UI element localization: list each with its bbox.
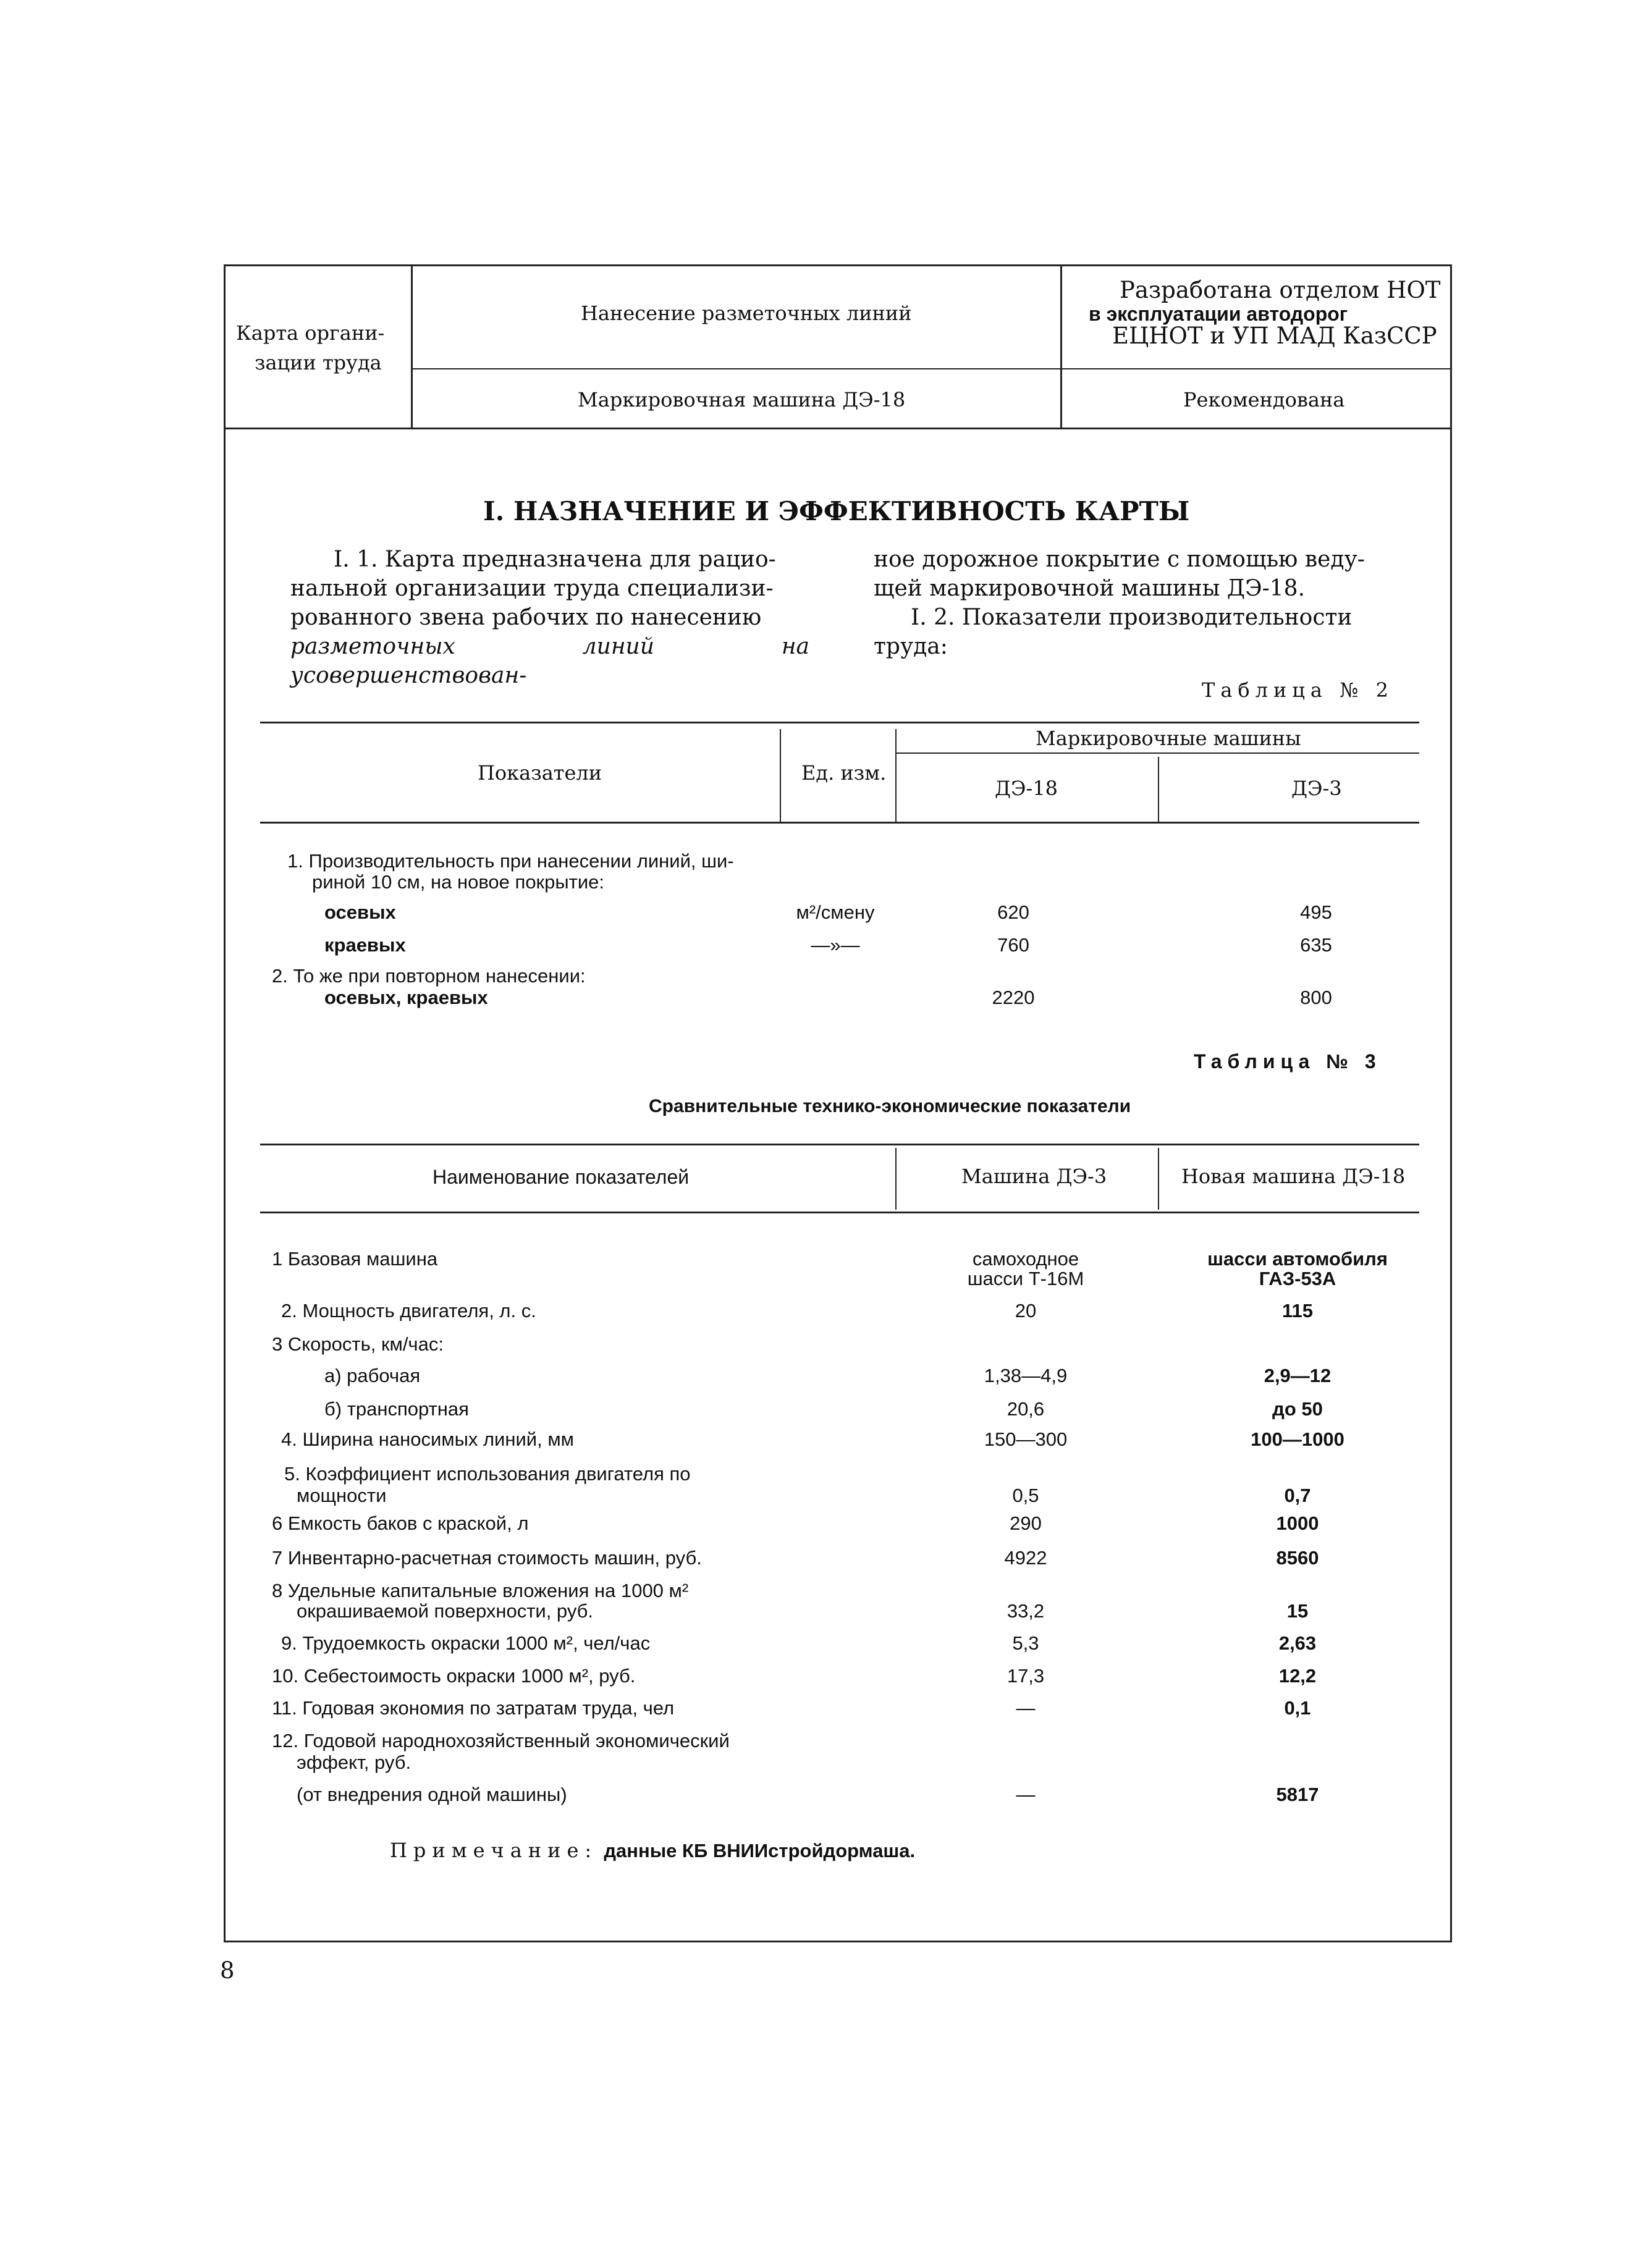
row-value-de18: 12,2 <box>1278 1665 1317 1687</box>
row-value-de3: 5,3 <box>1012 1632 1039 1654</box>
row-label: 2. То же при повторном нанесении: <box>272 965 586 987</box>
row-label: эффект, руб. <box>297 1752 412 1773</box>
row-value-de3: 20,6 <box>1007 1398 1045 1420</box>
row-value-de18: 100—1000 <box>1251 1428 1344 1450</box>
row-value-de18: 620 <box>997 901 1029 923</box>
table2-header-indicator: Показатели <box>478 761 602 785</box>
row-label: 8 Удельные капитальные вложения на 1000 м² <box>272 1580 689 1601</box>
row-value-de3: 33,2 <box>1007 1600 1045 1622</box>
header-mid-line <box>411 368 1452 369</box>
row-label: а) рабочая <box>324 1365 421 1386</box>
row-label: 11. Годовая экономия по затратам труда, чел <box>272 1697 675 1719</box>
header-bottom-line <box>224 428 1452 429</box>
table2-header-col1: ДЭ-18 <box>995 777 1058 800</box>
row-label: осевых, краевых <box>324 987 488 1008</box>
table3-divider <box>1158 1148 1159 1210</box>
row-value-de3: 290 <box>1010 1512 1042 1534</box>
table3-header-col1: Машина ДЭ-3 <box>961 1165 1107 1188</box>
row-value-de3: 17,3 <box>1007 1665 1045 1687</box>
row-value-de18: 760 <box>997 934 1029 956</box>
row-value-de18: 2220 <box>992 987 1035 1008</box>
page-number: 8 <box>220 1957 235 1984</box>
row-value-de18: ГАЗ-53А <box>1259 1268 1336 1289</box>
row-label: 3 Скорость, км/час: <box>272 1333 444 1355</box>
intro-left-line: нальной организации труда специализи- <box>290 576 774 601</box>
row-value-de3: 635 <box>1300 934 1332 956</box>
row-value-de18: 5817 <box>1276 1784 1319 1805</box>
intro-right-line: труда: <box>874 634 948 659</box>
row-label: б) транспортная <box>324 1398 469 1420</box>
row-value-de3: — <box>1016 1784 1036 1805</box>
row-label: 10. Себестоимость окраски 1000 м², руб. <box>272 1665 636 1687</box>
row-label: 12. Годовой народнохозяйственный экономический <box>272 1730 730 1752</box>
frame-right <box>1450 264 1452 1942</box>
row-label: (от внедрения одной машины) <box>297 1784 567 1805</box>
row-value-de3: — <box>1016 1697 1036 1719</box>
row-label: мощности <box>297 1485 387 1506</box>
table3-header-col2: Новая машина ДЭ-18 <box>1181 1165 1406 1188</box>
row-label: 1. Производительность при нанесении линий, ши- <box>287 850 734 872</box>
table2-header-group: Маркировочные машины <box>1036 727 1301 750</box>
row-label: 5. Коэффициент использования двигателя по <box>284 1463 691 1485</box>
row-value-de3: 1,38—4,9 <box>984 1365 1068 1386</box>
developer-line2: в эксплуатации автодорог <box>1089 303 1348 325</box>
table2-header-col2: ДЭ-3 <box>1291 777 1342 800</box>
developer-line3: ЕЦНОТ и УП МАД КазССР <box>1112 322 1437 349</box>
table2-divider <box>780 729 781 822</box>
row-value-de18: 15 <box>1286 1600 1309 1622</box>
note-text: данные КБ ВНИИстройдормаша. <box>604 1840 916 1861</box>
card-topic: Нанесение разметочных линий <box>581 301 912 325</box>
row-value-de3: 4922 <box>1004 1547 1047 1569</box>
intro-left-line: разметочных линий на усовершенствован- <box>290 634 809 688</box>
row-unit: м²/смену <box>796 901 875 923</box>
table3-subtitle: Сравнительные технико-экономические показатели <box>649 1096 1131 1116</box>
intro-left-column <box>290 545 809 690</box>
row-value-de18: 8560 <box>1276 1547 1319 1569</box>
table3-divider <box>895 1148 897 1210</box>
table3-header-indicator: Наименование показателей <box>433 1166 690 1188</box>
table3-top-line <box>260 1144 1419 1145</box>
row-value-de18: 115 <box>1281 1300 1313 1322</box>
table2-divider <box>1158 757 1159 822</box>
row-label: 7 Инвентарно-расчетная стоимость машин, руб. <box>272 1547 702 1569</box>
row-label: осевых <box>324 901 396 923</box>
row-value-de18: 0,1 <box>1284 1697 1311 1719</box>
row-value-de3: шасси Т-16М <box>967 1268 1084 1289</box>
row-label: 4. Ширина наносимых линий, мм <box>281 1428 574 1450</box>
frame-bottom <box>224 1941 1452 1942</box>
card-label-line1: Карта органи- <box>236 321 385 345</box>
row-value-de3: самоходное <box>972 1248 1079 1270</box>
table3-caption: Таблица № 3 <box>1194 1050 1382 1073</box>
intro-right-line: ное дорожное покрытие с помощью веду- <box>874 547 1365 572</box>
frame-top <box>224 264 1452 266</box>
row-value-de3: 150—300 <box>984 1428 1068 1450</box>
row-value-de18: 2,9—12 <box>1264 1365 1332 1386</box>
table2-caption: Таблица № 2 <box>1202 678 1394 702</box>
table2-header-bottom-line <box>260 822 1419 824</box>
row-value-de18: 2,63 <box>1278 1632 1317 1654</box>
section-title: I. НАЗНАЧЕНИЕ И ЭФФЕКТИВНОСТЬ КАРТЫ <box>483 496 1190 526</box>
row-label: краевых <box>324 934 406 956</box>
row-value-de18: шасси автомобиля <box>1207 1248 1388 1270</box>
card-machine: Маркировочная машина ДЭ-18 <box>578 388 906 411</box>
row-value-de18: 1000 <box>1276 1512 1319 1534</box>
table3-header-bottom-line <box>260 1212 1419 1213</box>
row-unit: —»— <box>811 934 860 956</box>
row-label: 6 Емкость баков с краской, л <box>272 1512 529 1534</box>
table2-divider <box>895 729 897 822</box>
header-divider-2 <box>1060 264 1062 428</box>
row-label: 2. Мощность двигателя, л. с. <box>281 1300 536 1322</box>
intro-right-column <box>874 545 1393 661</box>
table2-top-line <box>260 722 1419 723</box>
row-value-de18: 0,7 <box>1284 1485 1311 1506</box>
intro-left-line: рованного звена рабочих по нанесению <box>290 605 762 630</box>
row-value-de3: 20 <box>1015 1300 1037 1322</box>
card-label-line2: зации труда <box>255 351 382 374</box>
row-value-de3: 495 <box>1300 901 1332 923</box>
note <box>390 1839 915 1862</box>
developer-line1: Разработана отделом НОТ <box>1120 277 1441 303</box>
row-label: окрашиваемой поверхности, руб. <box>297 1600 594 1622</box>
intro-right-line: I. 2. Показатели производительности <box>911 605 1353 630</box>
row-label: 1 Базовая машина <box>272 1248 438 1270</box>
row-label: 9. Трудоемкость окраски 1000 м², чел/час <box>281 1632 651 1654</box>
frame-left <box>224 264 226 1942</box>
row-value-de3: 0,5 <box>1012 1485 1039 1506</box>
header-divider-1 <box>411 264 413 428</box>
intro-right-line: щей маркировочной машины ДЭ-18. <box>874 576 1306 601</box>
table2-group-line <box>895 752 1419 754</box>
row-label: риной 10 см, на новое покрытие: <box>312 871 605 893</box>
row-value-de18: до 50 <box>1272 1398 1323 1420</box>
card-status: Рекомендована <box>1183 388 1345 411</box>
intro-left-line: I. 1. Карта предназначена для рацио- <box>334 547 776 572</box>
row-value-de3: 800 <box>1300 987 1332 1008</box>
note-label: Примечание: <box>390 1839 598 1862</box>
table2-header-unit: Ед. изм. <box>801 761 887 785</box>
